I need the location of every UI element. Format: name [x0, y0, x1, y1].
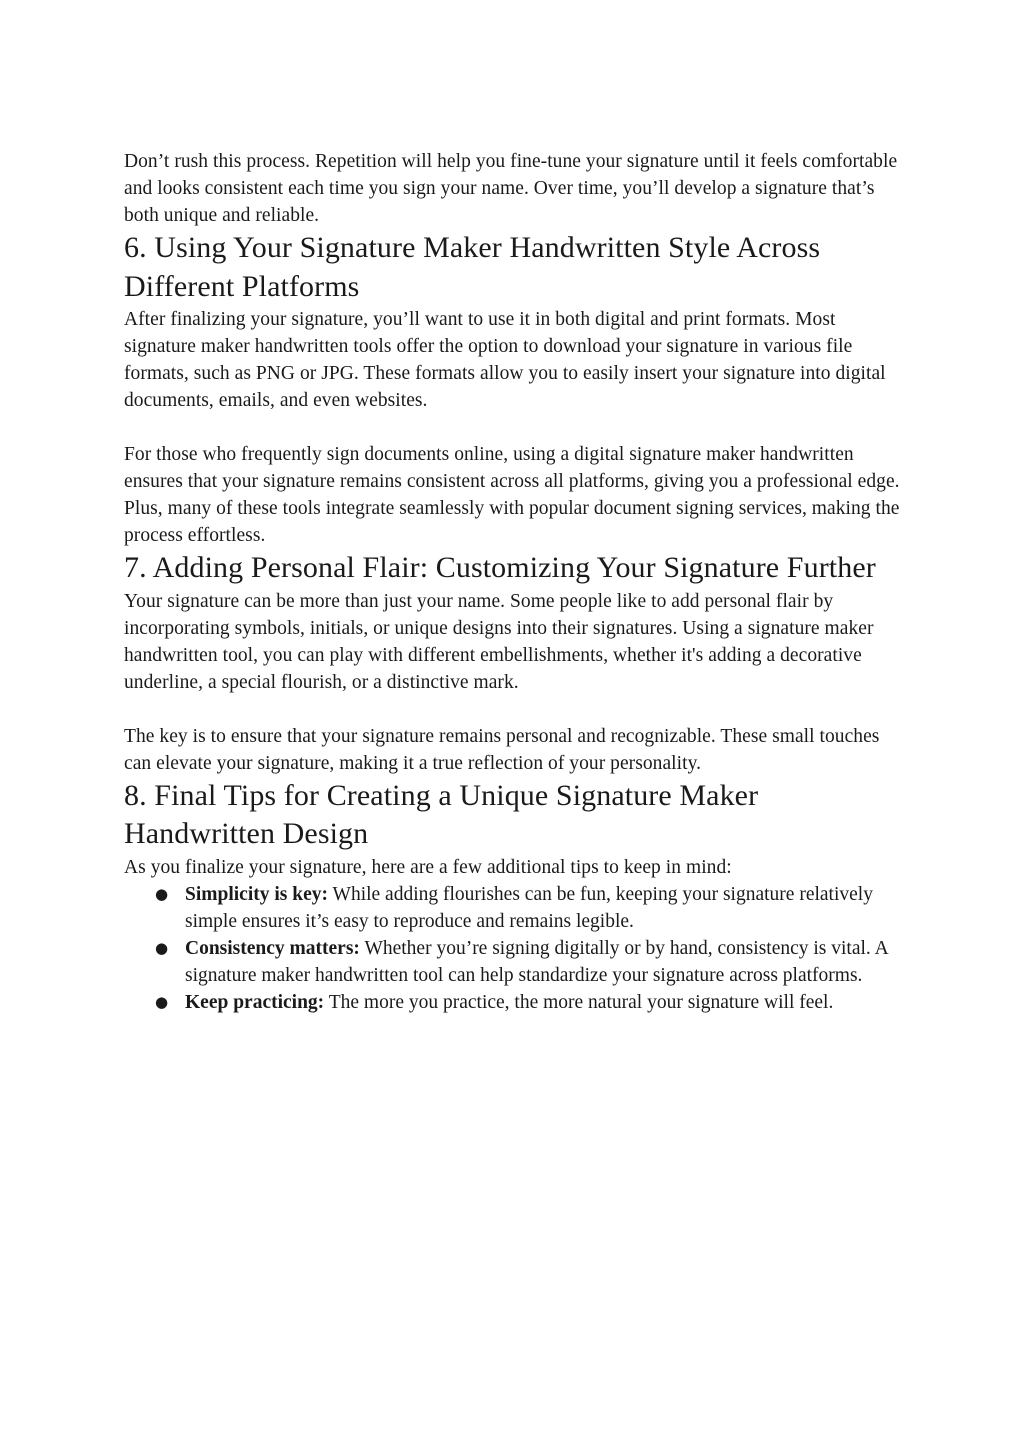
section-8-intro: As you finalize your signature, here are a few additional tips to keep in mind:	[124, 856, 732, 878]
document-page	[124, 148, 904, 1016]
section-6-paragraph-1: After finalizing your signature, you’ll want to use it in both digital and print formats. Most signature maker handwritten tools offer the option to download your signature in various file formats, such as PNG or JPG. These formats allow you to easily insert your signature into digital documents, emails, and even websites.	[124, 309, 886, 411]
bullet-icon: ●	[155, 884, 169, 903]
section-6-paragraph-2: For those who frequently sign documents online, using a digital signature maker handwritten ensures that your signature remains consistent across all platforms, giving you a professional edge. Plus, many of these tools integrate seamlessly with popular document signing services, making the process effortless.	[124, 444, 900, 546]
list-item	[124, 881, 904, 935]
section-7-paragraph-1: Your signature can be more than just your name. Some people like to add personal flair by incorporating symbols, initials, or unique designs into their signatures. Using a signature maker handwritten tool, you can play with different embellishments, whether it's adding a decorative underline, a special flourish, or a distinctive mark.	[124, 590, 874, 693]
tip-text: Whether you’re signing digitally or by hand, consistency is vital. A signature maker handwritten tool can help standardize your signature across platforms.	[185, 937, 888, 986]
tip-text: The more you practice, the more natural your signature will feel.	[324, 991, 834, 1013]
bullet-icon: ●	[155, 938, 169, 957]
intro-paragraph: Don’t rush this process. Repetition will help you fine-tune your signature until it feels comfortable and looks consistent each time you sign your name. Over time, you’ll develop a signature that’s both unique and reliable.	[124, 151, 898, 226]
tip-text: While adding flourishes can be fun, keeping your signature relatively simple ensures it’s easy to reproduce and remains legible.	[185, 883, 873, 932]
tip-title: Keep practicing:	[185, 991, 325, 1013]
section-7-paragraph-2: The key is to ensure that your signature remains personal and recognizable. These small touches can elevate your signature, making it a true reflection of your personality.	[124, 725, 880, 774]
tip-title: Consistency matters:	[185, 937, 360, 959]
bullet-icon: ●	[155, 992, 169, 1011]
tips-list	[124, 881, 904, 1016]
list-item	[124, 989, 904, 1016]
section-7-heading: 7. Adding Personal Flair: Customizing Your Signature Further	[124, 551, 876, 584]
section-8-heading: 8. Final Tips for Creating a Unique Signature Maker Handwritten Design	[124, 778, 759, 850]
tip-title: Simplicity is key:	[185, 883, 329, 905]
list-item	[124, 935, 904, 989]
section-6-heading: 6. Using Your Signature Maker Handwritten Style Across Different Platforms	[124, 231, 821, 303]
